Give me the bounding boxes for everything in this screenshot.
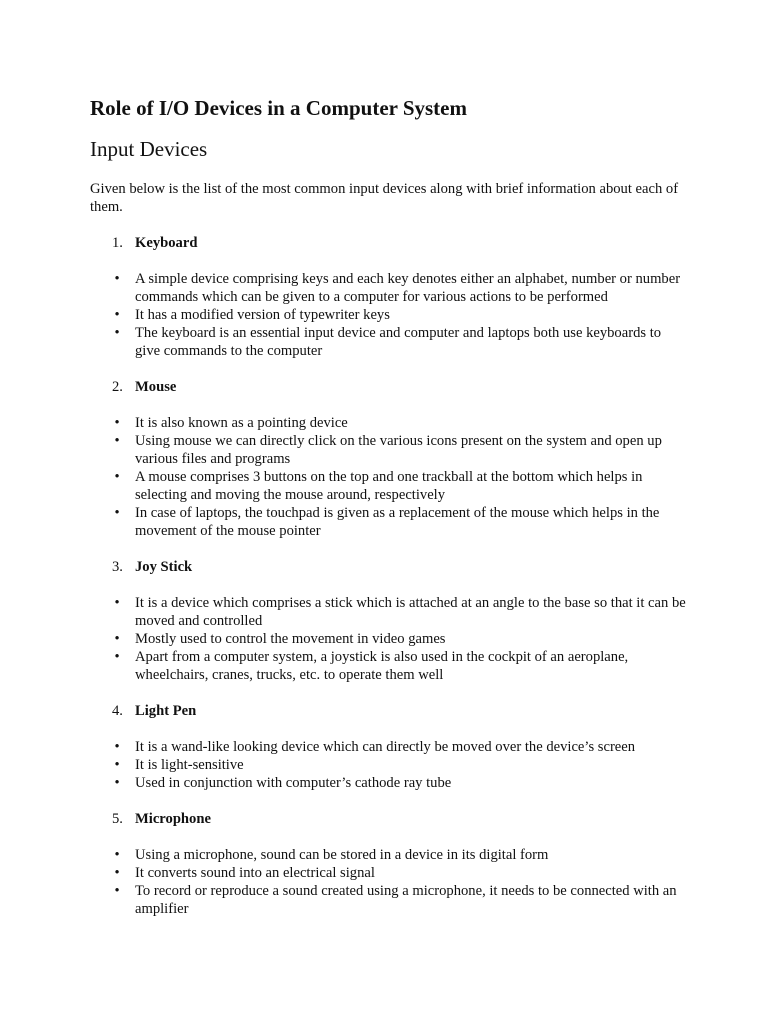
bullet-text: To record or reproduce a sound created using a microphone, it needs to be connected with an amplifier [135, 883, 677, 917]
bullet-icon: • [114, 739, 120, 755]
device-heading [90, 810, 688, 828]
device-heading [90, 378, 688, 396]
document-title: Role of I/O Devices in a Computer System [90, 96, 467, 120]
bullet-item [90, 306, 688, 324]
bullet-icon: • [114, 469, 120, 485]
bullet-text: Using mouse we can directly click on the various icons present on the system and open up various files and programs [135, 433, 662, 467]
device-heading [90, 558, 688, 576]
bullet-item [90, 414, 688, 432]
bullet-text: It is a wand-like looking device which can directly be moved over the device’s screen [135, 739, 636, 755]
intro-paragraph: Given below is the list of the most common input devices along with brief information about each of them. [90, 181, 679, 215]
bullet-text: It has a modified version of typewriter keys [135, 307, 390, 323]
device-number: 5. [112, 811, 123, 827]
device-number: 3. [112, 559, 123, 575]
device-list [90, 234, 688, 918]
bullet-list [90, 738, 688, 792]
device-section [90, 234, 688, 360]
bullet-text: It is a device which comprises a stick which is attached at an angle to the base so that it can be moved and controlled [135, 595, 686, 629]
bullet-item [90, 846, 688, 864]
bullet-text: Used in conjunction with computer’s cathode ray tube [135, 775, 452, 791]
bullet-list [90, 594, 688, 684]
bullet-icon: • [114, 595, 120, 611]
bullet-item [90, 738, 688, 756]
device-section [90, 810, 688, 918]
bullet-icon: • [114, 847, 120, 863]
device-name: Mouse [135, 379, 177, 395]
bullet-icon: • [114, 505, 120, 521]
device-heading [90, 702, 688, 720]
bullet-text: It converts sound into an electrical signal [135, 865, 375, 881]
device-section [90, 378, 688, 540]
bullet-text: Mostly used to control the movement in video games [135, 631, 446, 647]
bullet-icon: • [114, 415, 120, 431]
bullet-item [90, 756, 688, 774]
bullet-icon: • [114, 271, 120, 287]
bullet-text: A simple device comprising keys and each key denotes either an alphabet, number or number commands which can be given to a computer for various actions to be performed [135, 271, 681, 305]
bullet-item [90, 882, 688, 918]
bullet-text: Apart from a computer system, a joystick is also used in the cockpit of an aeroplane, wheelchairs, cranes, trucks, etc. to operate them well [135, 649, 629, 683]
bullet-item [90, 504, 688, 540]
device-number: 1. [112, 235, 123, 251]
bullet-item [90, 270, 688, 306]
bullet-icon: • [114, 325, 120, 341]
device-section [90, 558, 688, 684]
device-number: 2. [112, 379, 123, 395]
device-name: Keyboard [135, 235, 198, 251]
device-name: Microphone [135, 811, 211, 827]
bullet-item [90, 432, 688, 468]
bullet-icon: • [114, 865, 120, 881]
bullet-list [90, 414, 688, 540]
bullet-text: In case of laptops, the touchpad is given as a replacement of the mouse which helps in the movement of the mouse pointer [135, 505, 660, 539]
bullet-item [90, 648, 688, 684]
bullet-item [90, 864, 688, 882]
bullet-icon: • [114, 307, 120, 323]
device-heading [90, 234, 688, 252]
section-heading: Input Devices [90, 137, 208, 161]
bullet-text: It is light-sensitive [135, 757, 244, 773]
bullet-icon: • [114, 433, 120, 449]
bullet-list [90, 270, 688, 360]
bullet-item [90, 594, 688, 630]
bullet-text: Using a microphone, sound can be stored in a device in its digital form [135, 847, 549, 863]
device-name: Light Pen [135, 703, 197, 719]
bullet-text: The keyboard is an essential input device and computer and laptops both use keyboards to give commands to the computer [135, 325, 662, 359]
bullet-icon: • [114, 775, 120, 791]
bullet-icon: • [114, 883, 120, 899]
bullet-icon: • [114, 631, 120, 647]
bullet-text: A mouse comprises 3 buttons on the top and one trackball at the bottom which helps in selecting and moving the mouse around, respectively [135, 469, 643, 503]
device-number: 4. [112, 703, 123, 719]
bullet-text: It is also known as a pointing device [135, 415, 348, 431]
bullet-item [90, 324, 688, 360]
bullet-item [90, 468, 688, 504]
bullet-icon: • [114, 649, 120, 665]
bullet-list [90, 846, 688, 918]
bullet-item [90, 774, 688, 792]
device-section [90, 702, 688, 792]
bullet-icon: • [114, 757, 120, 773]
device-name: Joy Stick [135, 559, 193, 575]
bullet-item [90, 630, 688, 648]
